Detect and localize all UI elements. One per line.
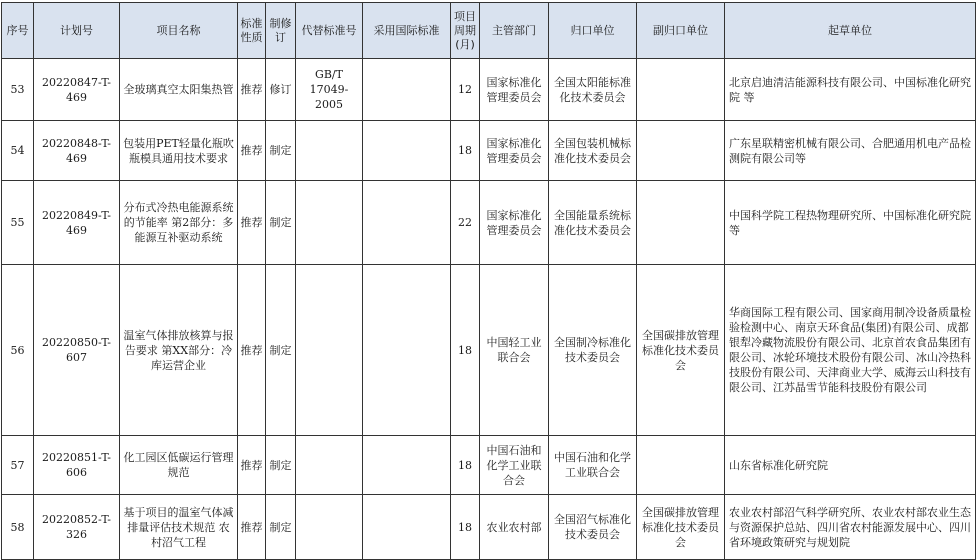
cell-drafter: 北京启迪清洁能源科技有限公司、中国标准化研究院 等 [725, 59, 976, 121]
cell-name: 化工园区低碳运行管理规范 [120, 436, 238, 495]
cell-name: 全玻璃真空太阳集热管 [120, 59, 238, 121]
cell-dept: 中国轻工业联合会 [480, 265, 549, 436]
cell-seq: 56 [2, 265, 34, 436]
cell-type: 制定 [266, 121, 296, 181]
cell-type: 修订 [266, 59, 296, 121]
cell-subtc [637, 59, 725, 121]
cell-replace: GB/T 17049-2005 [296, 59, 363, 121]
header-cell-replace: 代替标准号 [296, 3, 363, 59]
cell-replace [296, 121, 363, 181]
cell-seq: 53 [2, 59, 34, 121]
cell-intl [363, 495, 451, 560]
cell-seq: 55 [2, 181, 34, 265]
cell-replace [296, 436, 363, 495]
cell-dept: 中国石油和化学工业联合会 [480, 436, 549, 495]
cell-tc: 全国制冷标准化技术委员会 [549, 265, 637, 436]
header-cell-drafter: 起草单位 [725, 3, 976, 59]
cell-intl [363, 59, 451, 121]
cell-nature: 推荐 [238, 59, 266, 121]
cell-tc: 全国沼气标准化技术委员会 [549, 495, 637, 560]
cell-subtc: 全国碳排放管理标准化技术委员会 [637, 265, 725, 436]
table-row [2, 495, 976, 560]
cell-period: 18 [451, 436, 480, 495]
cell-type: 制定 [266, 436, 296, 495]
table-row [2, 436, 976, 495]
cell-period: 12 [451, 59, 480, 121]
cell-period: 18 [451, 265, 480, 436]
cell-seq: 54 [2, 121, 34, 181]
cell-dept: 农业农村部 [480, 495, 549, 560]
cell-plan: 20220847-T-469 [34, 59, 120, 121]
header-cell-plan: 计划号 [34, 3, 120, 59]
cell-plan: 20220849-T-469 [34, 181, 120, 265]
cell-drafter: 山东省标准化研究院 [725, 436, 976, 495]
cell-period: 18 [451, 495, 480, 560]
cell-replace [296, 265, 363, 436]
cell-drafter: 华商国际工程有限公司、国家商用制冷设备质量检验检测中心、南京天环食品(集团)有限公司、成都银犁冷藏物流股份有限公司、北京首农食品集团有限公司、冰轮环境技术股份有限公司、冰山冷热科技股份有限公司、天津商业大学、威海云山科技有限公司、江苏晶雪节能科技股份有限公司 [725, 265, 976, 436]
header-cell-dept: 主管部门 [480, 3, 549, 59]
cell-name: 包装用PET轻量化瓶吹瓶模具通用技术要求 [120, 121, 238, 181]
cell-tc: 全国能量系统标准化技术委员会 [549, 181, 637, 265]
cell-intl [363, 265, 451, 436]
cell-intl [363, 121, 451, 181]
table-row [2, 121, 976, 181]
header-cell-subtc: 副归口单位 [637, 3, 725, 59]
standards-plan-table [1, 2, 976, 560]
table-row [2, 265, 976, 436]
cell-intl [363, 181, 451, 265]
cell-tc: 中国石油和化学工业联合会 [549, 436, 637, 495]
cell-plan: 20220852-T-326 [34, 495, 120, 560]
cell-seq: 58 [2, 495, 34, 560]
header-cell-type: 制修订 [266, 3, 296, 59]
cell-plan: 20220850-T-607 [34, 265, 120, 436]
cell-name: 温室气体排放核算与报告要求 第XX部分：冷库运营企业 [120, 265, 238, 436]
header-cell-nature: 标准性质 [238, 3, 266, 59]
cell-subtc [637, 436, 725, 495]
cell-plan: 20220848-T-469 [34, 121, 120, 181]
cell-replace [296, 181, 363, 265]
table-row [2, 59, 976, 121]
table-row [2, 181, 976, 265]
cell-name: 分布式冷热电能源系统的节能率 第2部分：多能源互补驱动系统 [120, 181, 238, 265]
cell-tc: 全国包装机械标准化技术委员会 [549, 121, 637, 181]
header-cell-period: 项目周期(月) [451, 3, 480, 59]
header-cell-name: 项目名称 [120, 3, 238, 59]
cell-dept: 国家标准化管理委员会 [480, 59, 549, 121]
cell-type: 制定 [266, 495, 296, 560]
cell-type: 制定 [266, 181, 296, 265]
cell-intl [363, 436, 451, 495]
cell-type: 制定 [266, 265, 296, 436]
cell-period: 18 [451, 121, 480, 181]
cell-subtc [637, 121, 725, 181]
header-cell-tc: 归口单位 [549, 3, 637, 59]
cell-period: 22 [451, 181, 480, 265]
header-cell-intl: 采用国际标准 [363, 3, 451, 59]
header-row [2, 3, 976, 59]
cell-dept: 国家标准化管理委员会 [480, 121, 549, 181]
cell-drafter: 农业农村部沼气科学研究所、农业农村部农业生态与资源保护总站、四川省农村能源发展中心、四川省环境政策研究与规划院 [725, 495, 976, 560]
cell-nature: 推荐 [238, 265, 266, 436]
cell-dept: 国家标准化管理委员会 [480, 181, 549, 265]
cell-nature: 推荐 [238, 121, 266, 181]
header-cell-seq: 序号 [2, 3, 34, 59]
cell-subtc [637, 181, 725, 265]
cell-nature: 推荐 [238, 495, 266, 560]
cell-seq: 57 [2, 436, 34, 495]
cell-drafter: 中国科学院工程热物理研究所、中国标准化研究院 等 [725, 181, 976, 265]
cell-name: 基于项目的温室气体减排量评估技术规范 农村沼气工程 [120, 495, 238, 560]
cell-nature: 推荐 [238, 181, 266, 265]
cell-tc: 全国太阳能标准化技术委员会 [549, 59, 637, 121]
cell-replace [296, 495, 363, 560]
cell-nature: 推荐 [238, 436, 266, 495]
cell-drafter: 广东星联精密机械有限公司、合肥通用机电产品检测院有限公司等 [725, 121, 976, 181]
cell-subtc: 全国碳排放管理标准化技术委员会 [637, 495, 725, 560]
cell-plan: 20220851-T-606 [34, 436, 120, 495]
